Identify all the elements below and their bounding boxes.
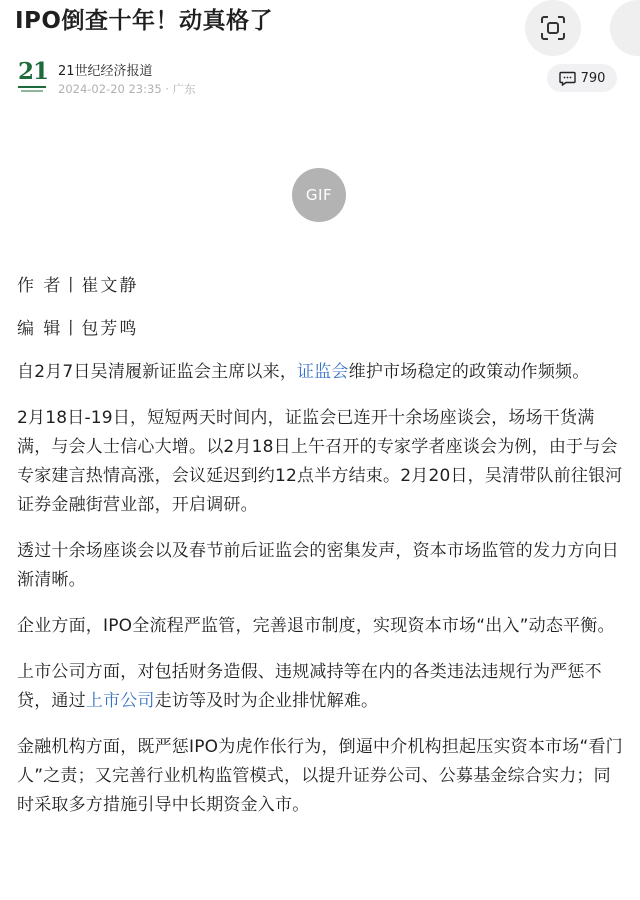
article-body (17, 272, 623, 837)
csrc-link[interactable]: 证监会 (297, 362, 349, 382)
paragraph-6: 金融机构方面，既严惩IPO为虎作伥行为，倒逼中介机构担起压实资本市场“看门人”之责；又完善行业机构监管模式，以提升证券公司、公募基金综合实力；同时采取多方措施引导中长期资金入市。 (17, 737, 623, 815)
listed-company-link[interactable]: 上市公司 (85, 691, 155, 711)
logo-underline (18, 86, 46, 88)
paragraph-5 (17, 658, 623, 716)
source-logo[interactable] (18, 59, 48, 93)
paragraph-5-end: 走访等及时为企业排忧解难。 (154, 691, 379, 711)
paragraph-3: 透过十余场座谈会以及春节前后证监会的密集发声，资本市场监管的发力方向日渐清晰。 (17, 541, 619, 590)
paragraph-1-end: 维护市场稳定的政策动作频频。 (348, 362, 590, 382)
scan-button[interactable] (525, 0, 581, 56)
comment-button[interactable] (547, 64, 617, 92)
comment-icon (559, 70, 576, 86)
article-title: IPO倒查十年！动真格了 (15, 8, 273, 34)
gif-label: GIF (305, 186, 333, 204)
scan-icon (539, 14, 567, 42)
source-name[interactable]: 21世纪经济报道 (58, 64, 153, 79)
logo-underline-2 (21, 90, 43, 92)
gif-play-button[interactable] (292, 168, 346, 222)
paragraph-2: 2月18日-19日，短短两天时间内，证监会已连开十余场座谈会，场场干货满满，与会人士信心大增。以2月18日上午召开的专家学者座谈会为例，由于与会专家建言热情高涨，会议延迟到约12点半方结束。2月20日，吴清带队前往银河证券金融街营业部，开启调研。 (17, 408, 623, 515)
paragraph-4: 企业方面，IPO全流程严监管，完善退市制度，实现资本市场“出入”动态平衡。 (17, 616, 615, 636)
publish-meta: 2024-02-20 23:35 · 广东 (58, 82, 196, 96)
logo-text: 21 (18, 58, 49, 85)
paragraph-1-start: 自2月7日吴清履新证监会主席以来， (17, 362, 298, 382)
editor-line: 编 辑丨包芳鸣 (17, 319, 139, 339)
paragraph-5-start: 上市公司方面，对包括财务造假、违规减持等在内的各类违法违规行为严惩不贷，通过 (17, 662, 602, 711)
paragraph-1 (17, 358, 623, 387)
more-button[interactable] (610, 0, 640, 56)
author-line: 作 者丨崔文静 (17, 276, 139, 296)
comment-count: 790 (580, 70, 606, 86)
